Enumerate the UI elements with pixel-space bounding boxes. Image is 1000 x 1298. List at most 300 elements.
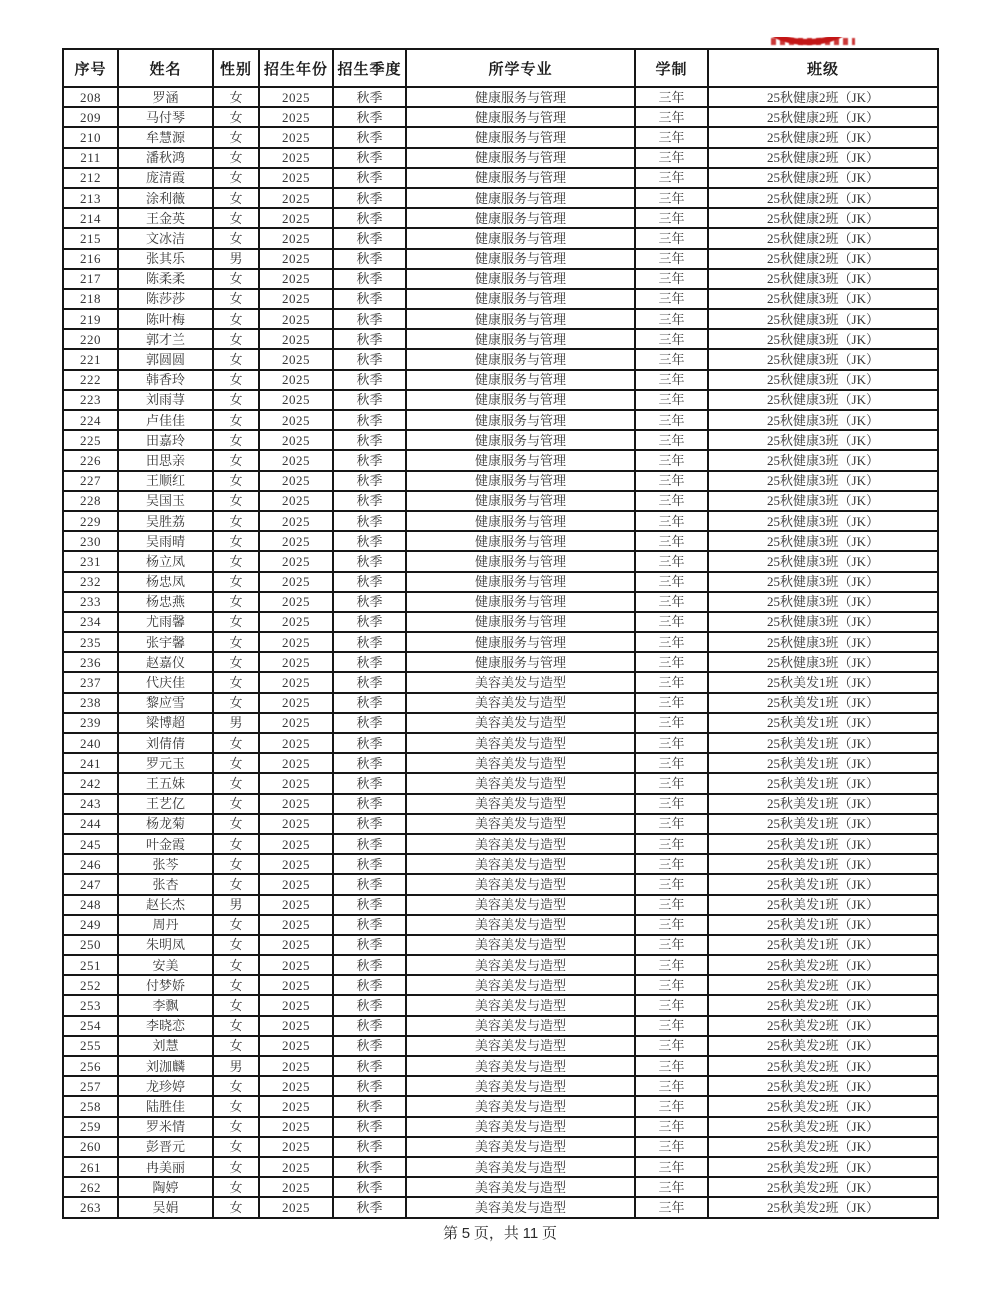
cell-season: 秋季: [333, 127, 406, 147]
cell-class: 25秋健康2班（JK）: [708, 249, 938, 269]
cell-class: 25秋美发1班（JK）: [708, 672, 938, 692]
cell-major: 健康服务与管理: [406, 511, 635, 531]
cell-class: 25秋美发1班（JK）: [708, 854, 938, 874]
cell-no: 262: [63, 1177, 118, 1197]
cell-duration: 三年: [635, 975, 708, 995]
cell-year: 2025: [259, 148, 333, 168]
cell-no: 217: [63, 269, 118, 289]
cell-duration: 三年: [635, 551, 708, 571]
student-row: [63, 592, 938, 612]
student-row: [63, 329, 938, 349]
cell-duration: 三年: [635, 228, 708, 248]
cell-duration: 三年: [635, 87, 708, 107]
cell-name: 付梦娇: [118, 975, 213, 995]
student-row: [63, 188, 938, 208]
cell-duration: 三年: [635, 349, 708, 369]
cell-class: 25秋美发1班（JK）: [708, 935, 938, 955]
cell-name: 陈柔柔: [118, 269, 213, 289]
student-row: [63, 127, 938, 147]
cell-duration: 三年: [635, 370, 708, 390]
cell-class: 25秋美发2班（JK）: [708, 1197, 938, 1217]
cell-year: 2025: [259, 168, 333, 188]
cell-gender: 女: [213, 309, 259, 329]
cell-gender: 女: [213, 1177, 259, 1197]
cell-name: 罗元玉: [118, 753, 213, 773]
cell-major: 健康服务与管理: [406, 168, 635, 188]
cell-name: 尤雨馨: [118, 612, 213, 632]
cell-no: 229: [63, 511, 118, 531]
cell-season: 秋季: [333, 168, 406, 188]
cell-class: 25秋美发2班（JK）: [708, 1177, 938, 1197]
student-row: [63, 814, 938, 834]
page-number-footer: [0, 1222, 1000, 1243]
student-row: [63, 652, 938, 672]
cell-name: 陶婷: [118, 1177, 213, 1197]
cell-duration: 三年: [635, 531, 708, 551]
cell-year: 2025: [259, 1016, 333, 1036]
cell-class: 25秋健康2班（JK）: [708, 87, 938, 107]
cell-class: 25秋美发2班（JK）: [708, 1096, 938, 1116]
cell-class: 25秋健康3班（JK）: [708, 531, 938, 551]
cell-year: 2025: [259, 895, 333, 915]
cell-season: 秋季: [333, 652, 406, 672]
student-row: [63, 551, 938, 571]
cell-season: 秋季: [333, 208, 406, 228]
cell-season: 秋季: [333, 1117, 406, 1137]
cell-gender: 女: [213, 349, 259, 369]
cell-season: 秋季: [333, 289, 406, 309]
cell-year: 2025: [259, 269, 333, 289]
cell-year: 2025: [259, 713, 333, 733]
cell-class: 25秋美发1班（JK）: [708, 834, 938, 854]
cell-major: 健康服务与管理: [406, 652, 635, 672]
cell-class: 25秋健康3班（JK）: [708, 430, 938, 450]
column-header-7: 班级: [708, 49, 938, 87]
cell-gender: 女: [213, 1157, 259, 1177]
cell-no: 260: [63, 1137, 118, 1157]
cell-no: 218: [63, 289, 118, 309]
cell-duration: 三年: [635, 895, 708, 915]
cell-duration: 三年: [635, 1076, 708, 1096]
cell-major: 美容美发与造型: [406, 1016, 635, 1036]
cell-no: 228: [63, 491, 118, 511]
cell-major: 美容美发与造型: [406, 773, 635, 793]
student-row: [63, 349, 938, 369]
cell-duration: 三年: [635, 995, 708, 1015]
cell-year: 2025: [259, 995, 333, 1015]
student-row: [63, 773, 938, 793]
cell-no: 255: [63, 1036, 118, 1056]
cell-year: 2025: [259, 632, 333, 652]
cell-major: 健康服务与管理: [406, 87, 635, 107]
cell-season: 秋季: [333, 773, 406, 793]
cell-major: 美容美发与造型: [406, 955, 635, 975]
cell-major: 健康服务与管理: [406, 491, 635, 511]
student-row: [63, 693, 938, 713]
cell-season: 秋季: [333, 874, 406, 894]
cell-gender: 男: [213, 895, 259, 915]
student-row: [63, 713, 938, 733]
cell-gender: 女: [213, 854, 259, 874]
cell-duration: 三年: [635, 1036, 708, 1056]
cell-name: 庞清霞: [118, 168, 213, 188]
student-row: [63, 854, 938, 874]
cell-year: 2025: [259, 390, 333, 410]
cell-no: 213: [63, 188, 118, 208]
cell-year: 2025: [259, 1117, 333, 1137]
student-row: [63, 1137, 938, 1157]
student-row: [63, 1076, 938, 1096]
cell-class: 25秋美发1班（JK）: [708, 915, 938, 935]
cell-year: 2025: [259, 794, 333, 814]
cell-major: 健康服务与管理: [406, 269, 635, 289]
student-row: [63, 289, 938, 309]
cell-year: 2025: [259, 612, 333, 632]
cell-name: 卢佳佳: [118, 410, 213, 430]
cell-class: 25秋健康3班（JK）: [708, 370, 938, 390]
cell-major: 美容美发与造型: [406, 794, 635, 814]
cell-class: 25秋健康2班（JK）: [708, 228, 938, 248]
cell-name: 刘泇麟: [118, 1056, 213, 1076]
cell-duration: 三年: [635, 188, 708, 208]
cell-duration: 三年: [635, 1056, 708, 1076]
cell-duration: 三年: [635, 148, 708, 168]
cell-duration: 三年: [635, 693, 708, 713]
cell-major: 美容美发与造型: [406, 895, 635, 915]
cell-class: 25秋健康3班（JK）: [708, 410, 938, 430]
cell-no: 249: [63, 915, 118, 935]
cell-duration: 三年: [635, 107, 708, 127]
cell-major: 健康服务与管理: [406, 390, 635, 410]
cell-duration: 三年: [635, 854, 708, 874]
cell-name: 冉美丽: [118, 1157, 213, 1177]
cell-season: 秋季: [333, 895, 406, 915]
cell-major: 健康服务与管理: [406, 370, 635, 390]
footer-suffix: 页: [541, 1226, 557, 1242]
cell-no: 211: [63, 148, 118, 168]
cell-no: 263: [63, 1197, 118, 1217]
cell-name: 代庆佳: [118, 672, 213, 692]
cell-class: 25秋健康3班（JK）: [708, 269, 938, 289]
cell-gender: 女: [213, 935, 259, 955]
cell-class: 25秋健康3班（JK）: [708, 289, 938, 309]
cell-gender: 女: [213, 1016, 259, 1036]
cell-gender: 女: [213, 107, 259, 127]
cell-name: 赵嘉仪: [118, 652, 213, 672]
cell-name: 吴雨晴: [118, 531, 213, 551]
cell-gender: 女: [213, 531, 259, 551]
student-row: [63, 1177, 938, 1197]
cell-year: 2025: [259, 1096, 333, 1116]
cell-duration: 三年: [635, 430, 708, 450]
cell-major: 美容美发与造型: [406, 915, 635, 935]
cell-year: 2025: [259, 309, 333, 329]
cell-duration: 三年: [635, 1177, 708, 1197]
cell-season: 秋季: [333, 935, 406, 955]
student-row: [63, 874, 938, 894]
cell-year: 2025: [259, 652, 333, 672]
cell-no: 259: [63, 1117, 118, 1137]
student-row: [63, 632, 938, 652]
cell-year: 2025: [259, 672, 333, 692]
cell-duration: 三年: [635, 511, 708, 531]
cell-gender: 女: [213, 127, 259, 147]
cell-duration: 三年: [635, 1117, 708, 1137]
cell-duration: 三年: [635, 874, 708, 894]
cell-season: 秋季: [333, 107, 406, 127]
cell-year: 2025: [259, 551, 333, 571]
cell-class: 25秋健康2班（JK）: [708, 127, 938, 147]
cell-year: 2025: [259, 349, 333, 369]
cell-no: 251: [63, 955, 118, 975]
cell-year: 2025: [259, 188, 333, 208]
cell-no: 244: [63, 814, 118, 834]
cell-year: 2025: [259, 471, 333, 491]
cell-gender: 女: [213, 672, 259, 692]
cell-duration: 三年: [635, 773, 708, 793]
cell-duration: 三年: [635, 814, 708, 834]
cell-class: 25秋美发1班（JK）: [708, 753, 938, 773]
cell-gender: 女: [213, 188, 259, 208]
cell-gender: 女: [213, 995, 259, 1015]
cell-name: 郭圆圆: [118, 349, 213, 369]
cell-season: 秋季: [333, 1177, 406, 1197]
cell-year: 2025: [259, 87, 333, 107]
cell-duration: 三年: [635, 713, 708, 733]
cell-season: 秋季: [333, 309, 406, 329]
student-row: [63, 531, 938, 551]
student-row: [63, 87, 938, 107]
cell-season: 秋季: [333, 410, 406, 430]
cell-gender: 女: [213, 1137, 259, 1157]
student-row: [63, 309, 938, 329]
cell-no: 252: [63, 975, 118, 995]
cell-major: 美容美发与造型: [406, 1157, 635, 1177]
cell-duration: 三年: [635, 834, 708, 854]
cell-major: 美容美发与造型: [406, 814, 635, 834]
cell-major: 健康服务与管理: [406, 148, 635, 168]
cell-name: 陆胜佳: [118, 1096, 213, 1116]
cell-duration: 三年: [635, 450, 708, 470]
cell-gender: 女: [213, 975, 259, 995]
cell-duration: 三年: [635, 672, 708, 692]
cell-major: 美容美发与造型: [406, 1177, 635, 1197]
cell-duration: 三年: [635, 915, 708, 935]
cell-no: 225: [63, 430, 118, 450]
cell-major: 健康服务与管理: [406, 309, 635, 329]
cell-name: 吴胜荔: [118, 511, 213, 531]
column-header-3: 招生年份: [259, 49, 333, 87]
cell-year: 2025: [259, 693, 333, 713]
cell-major: 健康服务与管理: [406, 349, 635, 369]
cell-gender: 女: [213, 87, 259, 107]
cell-duration: 三年: [635, 794, 708, 814]
cell-year: 2025: [259, 955, 333, 975]
cell-class: 25秋健康3班（JK）: [708, 309, 938, 329]
cell-class: 25秋美发1班（JK）: [708, 773, 938, 793]
cell-gender: 女: [213, 834, 259, 854]
cell-class: 25秋健康3班（JK）: [708, 572, 938, 592]
cell-gender: 女: [213, 592, 259, 612]
cell-gender: 男: [213, 1056, 259, 1076]
cell-year: 2025: [259, 228, 333, 248]
cell-season: 秋季: [333, 834, 406, 854]
cell-season: 秋季: [333, 572, 406, 592]
cell-gender: 女: [213, 693, 259, 713]
cell-year: 2025: [259, 430, 333, 450]
cell-major: 健康服务与管理: [406, 592, 635, 612]
cell-year: 2025: [259, 289, 333, 309]
cell-no: 216: [63, 249, 118, 269]
cell-season: 秋季: [333, 491, 406, 511]
cell-major: 美容美发与造型: [406, 975, 635, 995]
cell-major: 健康服务与管理: [406, 127, 635, 147]
cell-name: 叶金霞: [118, 834, 213, 854]
cell-major: 健康服务与管理: [406, 188, 635, 208]
student-row: [63, 915, 938, 935]
cell-class: 25秋健康3班（JK）: [708, 551, 938, 571]
student-row: [63, 955, 938, 975]
cell-major: 美容美发与造型: [406, 753, 635, 773]
cell-class: 25秋健康3班（JK）: [708, 632, 938, 652]
cell-gender: 女: [213, 208, 259, 228]
cell-duration: 三年: [635, 471, 708, 491]
cell-name: 陈叶梅: [118, 309, 213, 329]
cell-season: 秋季: [333, 1197, 406, 1217]
student-row: [63, 430, 938, 450]
cell-duration: 三年: [635, 329, 708, 349]
cell-no: 247: [63, 874, 118, 894]
cell-season: 秋季: [333, 1157, 406, 1177]
cell-no: 223: [63, 390, 118, 410]
cell-major: 美容美发与造型: [406, 693, 635, 713]
cell-gender: 女: [213, 410, 259, 430]
cell-name: 赵长杰: [118, 895, 213, 915]
cell-name: 张宇馨: [118, 632, 213, 652]
cell-class: 25秋健康2班（JK）: [708, 148, 938, 168]
cell-no: 219: [63, 309, 118, 329]
cell-season: 秋季: [333, 975, 406, 995]
cell-year: 2025: [259, 1157, 333, 1177]
cell-gender: 女: [213, 168, 259, 188]
cell-duration: 三年: [635, 1137, 708, 1157]
cell-name: 梁博超: [118, 713, 213, 733]
cell-year: 2025: [259, 814, 333, 834]
cell-season: 秋季: [333, 450, 406, 470]
cell-major: 美容美发与造型: [406, 733, 635, 753]
cell-no: 220: [63, 329, 118, 349]
cell-major: 美容美发与造型: [406, 1197, 635, 1217]
cell-duration: 三年: [635, 955, 708, 975]
cell-duration: 三年: [635, 1157, 708, 1177]
cell-major: 美容美发与造型: [406, 1056, 635, 1076]
cell-season: 秋季: [333, 269, 406, 289]
cell-name: 田思亲: [118, 450, 213, 470]
cell-duration: 三年: [635, 632, 708, 652]
cell-season: 秋季: [333, 1137, 406, 1157]
cell-gender: 女: [213, 1117, 259, 1137]
cell-gender: 女: [213, 390, 259, 410]
cell-major: 健康服务与管理: [406, 107, 635, 127]
cell-season: 秋季: [333, 188, 406, 208]
cell-duration: 三年: [635, 935, 708, 955]
column-header-6: 学制: [635, 49, 708, 87]
cell-season: 秋季: [333, 1076, 406, 1096]
cell-year: 2025: [259, 1036, 333, 1056]
cell-no: 231: [63, 551, 118, 571]
cell-duration: 三年: [635, 309, 708, 329]
cell-class: 25秋美发2班（JK）: [708, 1056, 938, 1076]
cell-no: 235: [63, 632, 118, 652]
cell-no: 215: [63, 228, 118, 248]
cell-major: 美容美发与造型: [406, 834, 635, 854]
cell-name: 马付琴: [118, 107, 213, 127]
cell-duration: 三年: [635, 652, 708, 672]
cell-major: 美容美发与造型: [406, 874, 635, 894]
cell-name: 王五妹: [118, 773, 213, 793]
cell-no: 261: [63, 1157, 118, 1177]
cell-no: 242: [63, 773, 118, 793]
cell-year: 2025: [259, 1076, 333, 1096]
cell-season: 秋季: [333, 249, 406, 269]
cell-season: 秋季: [333, 955, 406, 975]
cell-class: 25秋美发2班（JK）: [708, 1076, 938, 1096]
cell-no: 256: [63, 1056, 118, 1076]
student-row: [63, 450, 938, 470]
cell-season: 秋季: [333, 632, 406, 652]
cell-duration: 三年: [635, 572, 708, 592]
cell-no: 224: [63, 410, 118, 430]
cell-gender: 女: [213, 1076, 259, 1096]
cell-season: 秋季: [333, 148, 406, 168]
student-row: [63, 491, 938, 511]
cell-no: 239: [63, 713, 118, 733]
student-row: [63, 1036, 938, 1056]
table-header-row: [63, 49, 938, 87]
cell-gender: 女: [213, 289, 259, 309]
cell-no: 212: [63, 168, 118, 188]
cell-year: 2025: [259, 753, 333, 773]
cell-major: 健康服务与管理: [406, 329, 635, 349]
cell-name: 刘倩倩: [118, 733, 213, 753]
cell-major: 健康服务与管理: [406, 289, 635, 309]
cell-duration: 三年: [635, 1096, 708, 1116]
cell-name: 吴国玉: [118, 491, 213, 511]
student-row: [63, 672, 938, 692]
cell-major: 美容美发与造型: [406, 1096, 635, 1116]
cell-season: 秋季: [333, 1096, 406, 1116]
cell-year: 2025: [259, 531, 333, 551]
cell-class: 25秋健康3班（JK）: [708, 612, 938, 632]
cell-class: 25秋健康3班（JK）: [708, 349, 938, 369]
cell-class: 25秋健康3班（JK）: [708, 329, 938, 349]
cell-class: 25秋健康2班（JK）: [708, 107, 938, 127]
cell-no: 253: [63, 995, 118, 1015]
student-row: [63, 1157, 938, 1177]
cell-class: 25秋美发2班（JK）: [708, 1117, 938, 1137]
student-row: [63, 249, 938, 269]
cell-no: 258: [63, 1096, 118, 1116]
cell-gender: 女: [213, 370, 259, 390]
cell-name: 王顺红: [118, 471, 213, 491]
cell-season: 秋季: [333, 915, 406, 935]
student-row: [63, 370, 938, 390]
cell-year: 2025: [259, 329, 333, 349]
cell-major: 美容美发与造型: [406, 1036, 635, 1056]
cell-gender: 女: [213, 612, 259, 632]
cell-gender: 女: [213, 491, 259, 511]
student-row: [63, 794, 938, 814]
